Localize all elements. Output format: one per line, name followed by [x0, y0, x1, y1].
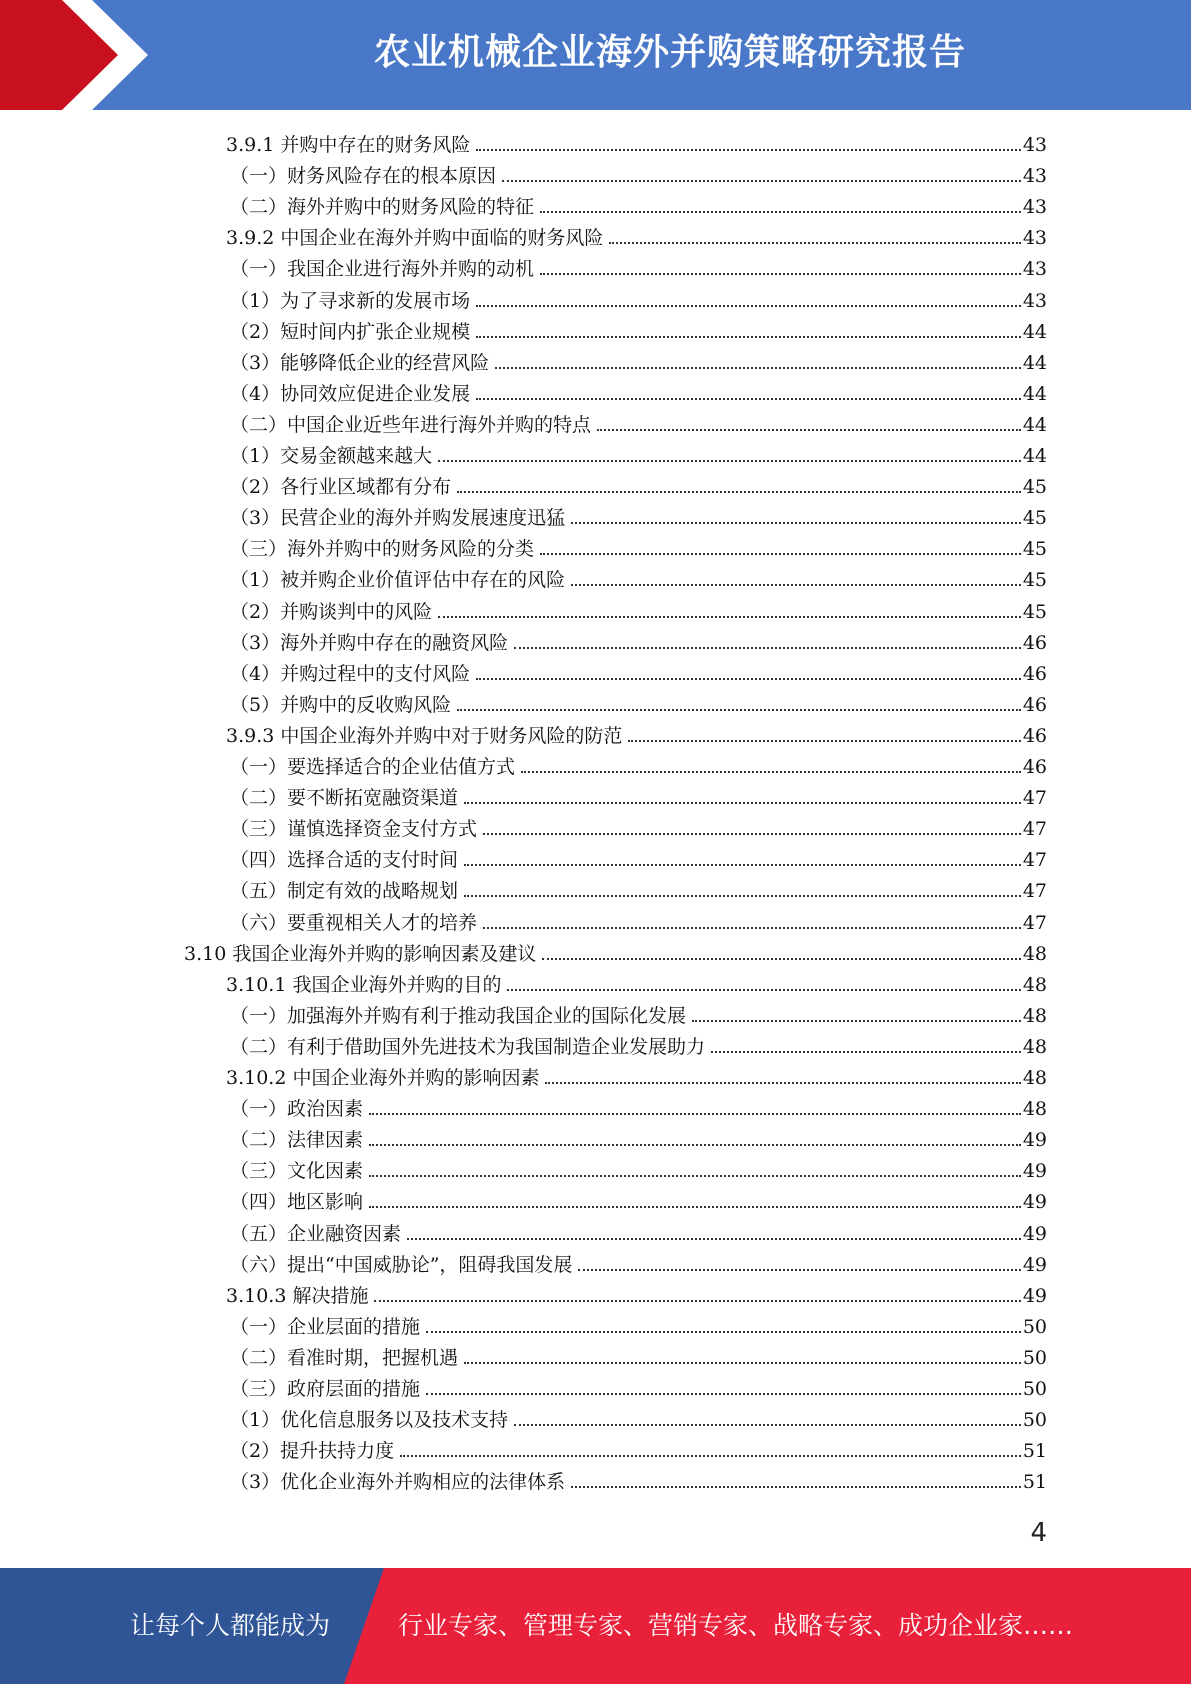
toc-entry-page: 50 — [1022, 1378, 1047, 1400]
toc-leader-dots — [711, 1029, 1021, 1053]
toc-entry-page: 48 — [1022, 1067, 1047, 1089]
toc-entry-label: （四）地区影响 — [230, 1191, 364, 1214]
toc-entry-label: （2）各行业区域都有分布 — [230, 476, 452, 499]
page-footer — [0, 1568, 1191, 1684]
toc-entry-label: 3.9.1 并购中存在的财务风险 — [226, 134, 471, 156]
toc-entry-page: 45 — [1022, 507, 1047, 530]
toc-entry[interactable] — [230, 749, 1047, 780]
toc-entry-page: 45 — [1022, 569, 1047, 592]
toc-entry-page: 46 — [1022, 662, 1047, 685]
toc-leader-dots — [426, 1371, 1021, 1395]
toc-leader-dots — [400, 1433, 1021, 1457]
toc-entry-page: 47 — [1022, 911, 1047, 934]
toc-leader-dots — [369, 1153, 1021, 1177]
toc-entry[interactable] — [230, 345, 1047, 376]
toc-leader-dots — [476, 656, 1021, 680]
toc-entry-page: 48 — [1022, 1035, 1047, 1058]
toc-entry-label: 3.9.2 中国企业在海外并购中面临的财务风险 — [226, 227, 604, 250]
toc-entry-label: （五）制定有效的战略规划 — [230, 880, 459, 903]
toc-entry-label: （二）要不断拓宽融资渠道 — [230, 787, 459, 810]
toc-entry[interactable] — [230, 1153, 1047, 1184]
toc-entry[interactable] — [230, 189, 1047, 220]
toc-leader-dots — [438, 594, 1021, 618]
toc-leader-dots — [464, 1340, 1021, 1364]
toc-leader-dots — [369, 1091, 1021, 1115]
toc-entry[interactable] — [230, 314, 1047, 345]
toc-entry[interactable] — [226, 1278, 1047, 1309]
toc-entry[interactable] — [230, 811, 1047, 842]
toc-leader-dots — [457, 687, 1021, 711]
toc-entry-page: 49 — [1022, 1129, 1047, 1152]
toc-entry-label: （2）并购谈判中的风险 — [230, 600, 433, 623]
toc-entry-label: （3）优化企业海外并购相应的法律体系 — [230, 1471, 566, 1494]
toc-entry-label: 3.10.1 我国企业海外并购的目的 — [226, 973, 502, 996]
toc-entry-label: （1）为了寻求新的发展市场 — [230, 289, 471, 312]
toc-entry-page: 47 — [1022, 787, 1047, 810]
toc-entry-page: 46 — [1022, 693, 1047, 716]
toc-entry[interactable] — [184, 936, 1047, 967]
toc-leader-dots — [426, 1309, 1021, 1333]
toc-leader-dots — [369, 1184, 1021, 1208]
toc-entry[interactable] — [230, 625, 1047, 656]
footer-slogan-right: 行业专家、管理专家、营销专家、战略专家、成功企业家…… — [398, 1611, 1074, 1640]
toc-entry[interactable] — [230, 1029, 1047, 1060]
toc-leader-dots — [540, 189, 1021, 213]
toc-leader-dots — [495, 345, 1021, 369]
toc-entry-label: （二）有利于借助国外先进技术为我国制造企业发展助力 — [230, 1035, 706, 1058]
toc-entry[interactable] — [230, 842, 1047, 873]
toc-entry-page: 44 — [1022, 351, 1047, 374]
toc-entry-label: （1）交易金额越来越大 — [230, 445, 433, 467]
toc-entry-page: 50 — [1022, 1315, 1047, 1338]
toc-entry-label: （4）并购过程中的支付风险 — [230, 662, 471, 685]
toc-entry-label: （二）海外并购中的财务风险的特征 — [230, 196, 535, 219]
toc-leader-dots — [540, 531, 1021, 555]
toc-entry[interactable] — [230, 594, 1047, 625]
toc-leader-dots — [514, 1402, 1021, 1426]
toc-entry-page: 48 — [1022, 1004, 1047, 1027]
toc-leader-dots — [609, 220, 1020, 244]
toc-entry-page: 44 — [1022, 382, 1047, 405]
toc-entry-page: 49 — [1022, 1253, 1047, 1276]
toc-entry-label: （二）法律因素 — [230, 1129, 364, 1152]
toc-entry-label: （1）优化信息服务以及技术支持 — [230, 1409, 509, 1432]
toc-leader-dots — [457, 469, 1021, 493]
toc-leader-dots — [514, 625, 1021, 649]
toc-entry[interactable] — [230, 251, 1047, 282]
toc-entry[interactable] — [230, 500, 1047, 531]
toc-entry-label: （一）我国企业进行海外并购的动机 — [230, 258, 535, 281]
toc-entry[interactable] — [230, 283, 1047, 314]
toc-entry-label: （一）要选择适合的企业估值方式 — [230, 756, 516, 778]
toc-leader-dots — [407, 1216, 1021, 1240]
toc-entry[interactable] — [226, 718, 1047, 749]
toc-leader-dots — [507, 967, 1020, 991]
toc-leader-dots — [464, 780, 1021, 804]
toc-entry-page: 45 — [1022, 538, 1047, 561]
toc-leader-dots — [545, 1060, 1020, 1084]
toc-entry[interactable] — [230, 158, 1047, 189]
toc-entry-label: （六）要重视相关人才的培养 — [230, 911, 478, 934]
toc-entry[interactable] — [230, 376, 1047, 407]
toc-entry[interactable] — [230, 1340, 1047, 1371]
page-number: 4 — [1030, 1518, 1047, 1548]
toc-leader-dots — [597, 407, 1021, 431]
toc-entry[interactable] — [230, 1402, 1047, 1433]
toc-entry[interactable] — [226, 220, 1047, 251]
toc-entry-page: 50 — [1022, 1346, 1047, 1369]
toc-entry-page: 43 — [1022, 289, 1047, 312]
toc-entry[interactable] — [230, 531, 1047, 562]
toc-entry-page: 46 — [1022, 756, 1047, 778]
toc-entry[interactable] — [230, 438, 1047, 469]
toc-leader-dots — [369, 1122, 1021, 1146]
toc-leader-dots — [483, 811, 1021, 835]
toc-entry-label: （四）选择合适的支付时间 — [230, 849, 459, 872]
toc-entry[interactable] — [226, 127, 1047, 158]
toc-entry[interactable] — [230, 1247, 1047, 1278]
toc-entry-label: 3.10 我国企业海外并购的影响因素及建议 — [184, 942, 537, 965]
toc-leader-dots — [483, 905, 1021, 929]
toc-entry-label: （二）中国企业近些年进行海外并购的特点 — [230, 413, 592, 436]
toc-entry-page: 51 — [1022, 1440, 1047, 1463]
toc-leader-dots — [542, 936, 1020, 960]
toc-leader-dots — [692, 998, 1021, 1022]
toc-entry-page: 43 — [1022, 134, 1047, 156]
toc-entry-page: 48 — [1022, 973, 1047, 996]
toc-entry[interactable] — [230, 1371, 1047, 1402]
toc-leader-dots — [571, 562, 1021, 586]
toc-leader-dots — [464, 873, 1021, 897]
toc-entry[interactable] — [230, 1122, 1047, 1153]
toc-entry-page: 44 — [1022, 413, 1047, 436]
toc-entry-page: 51 — [1022, 1471, 1047, 1494]
toc-entry-page: 43 — [1022, 165, 1047, 188]
toc-leader-dots — [502, 158, 1021, 182]
toc-entry[interactable] — [230, 1464, 1047, 1495]
toc-entry-page: 43 — [1022, 227, 1047, 250]
toc-entry[interactable] — [230, 1184, 1047, 1215]
toc-entry-label: （4）协同效应促进企业发展 — [230, 382, 471, 405]
toc-entry[interactable] — [226, 1060, 1047, 1091]
toc-leader-dots — [521, 749, 1021, 773]
toc-entry-page: 50 — [1022, 1409, 1047, 1432]
toc-entry[interactable] — [230, 780, 1047, 811]
toc-entry-label: 3.9.3 中国企业海外并购中对于财务风险的防范 — [226, 724, 623, 747]
toc-entry-label: 3.10.3 解决措施 — [226, 1284, 369, 1307]
toc-entry-page: 46 — [1022, 631, 1047, 654]
toc-entry-page: 47 — [1022, 880, 1047, 903]
toc-leader-dots — [476, 376, 1021, 400]
toc-leader-dots — [476, 283, 1021, 307]
toc-entry-label: （三）海外并购中的财务风险的分类 — [230, 538, 535, 561]
toc-leader-dots — [374, 1278, 1020, 1302]
toc-entry[interactable] — [226, 967, 1047, 998]
toc-entry[interactable] — [230, 469, 1047, 500]
toc-entry-page: 48 — [1022, 1098, 1047, 1121]
toc-entry-label: 3.10.2 中国企业海外并购的影响因素 — [226, 1067, 540, 1089]
toc-entry-page: 44 — [1022, 320, 1047, 343]
toc-entry[interactable] — [230, 1433, 1047, 1464]
toc-entry-page: 47 — [1022, 849, 1047, 872]
toc-entry-page: 49 — [1022, 1160, 1047, 1183]
toc-entry-label: （六）提出“中国威胁论”，阻碍我国发展 — [230, 1253, 573, 1276]
toc-entry[interactable] — [230, 407, 1047, 438]
toc-entry-label: （三）谨慎选择资金支付方式 — [230, 818, 478, 841]
toc-entry-page: 49 — [1022, 1284, 1047, 1307]
toc-entry-page: 45 — [1022, 476, 1047, 499]
toc-entry-label: （五）企业融资因素 — [230, 1222, 402, 1245]
toc-entry-label: （三）文化因素 — [230, 1160, 364, 1183]
toc-entry-label: （二）看准时期，把握机遇 — [230, 1346, 459, 1369]
toc-leader-dots — [540, 251, 1021, 275]
toc-entry-label: （5）并购中的反收购风险 — [230, 693, 452, 716]
toc-leader-dots — [628, 718, 1020, 742]
toc-entry[interactable] — [230, 1091, 1047, 1122]
toc-entry-label: （一）企业层面的措施 — [230, 1315, 421, 1338]
toc-entry-label: （2）短时间内扩张企业规模 — [230, 320, 471, 343]
toc-leader-dots — [476, 127, 1020, 151]
toc-entry-label: （一）财务风险存在的根本原因 — [230, 165, 497, 188]
toc-entry-page: 49 — [1022, 1222, 1047, 1245]
toc-entry-label: （2）提升扶持力度 — [230, 1440, 395, 1463]
toc-entry-label: （3）民营企业的海外并购发展速度迅猛 — [230, 507, 566, 530]
toc-entry-page: 47 — [1022, 818, 1047, 841]
toc-entry[interactable] — [230, 1216, 1047, 1247]
toc-entry-label: （1）被并购企业价值评估中存在的风险 — [230, 569, 566, 592]
toc-entry-label: （三）政府层面的措施 — [230, 1378, 421, 1400]
toc-entry-label: （3）海外并购中存在的融资风险 — [230, 631, 509, 654]
toc-entry-page: 44 — [1022, 445, 1047, 467]
toc-entry[interactable] — [230, 562, 1047, 593]
toc-leader-dots — [438, 438, 1021, 462]
toc-entry[interactable] — [230, 1309, 1047, 1340]
toc-leader-dots — [578, 1247, 1020, 1271]
page-header — [0, 0, 1191, 110]
toc-entry[interactable] — [230, 687, 1047, 718]
report-title: 农业机械企业海外并购策略研究报告 — [373, 32, 966, 73]
toc-entry-page: 43 — [1022, 196, 1047, 219]
toc-leader-dots — [476, 314, 1021, 338]
toc-entry-page: 45 — [1022, 600, 1047, 623]
toc-entry-page: 46 — [1022, 724, 1047, 747]
toc-entry[interactable] — [230, 873, 1047, 904]
toc-entry-page: 43 — [1022, 258, 1047, 281]
toc-entry-page: 48 — [1022, 942, 1047, 965]
toc-entry-label: （一）政治因素 — [230, 1098, 364, 1121]
toc-entry-label: （一）加强海外并购有利于推动我国企业的国际化发展 — [230, 1004, 687, 1027]
toc-entry[interactable] — [230, 905, 1047, 936]
toc-leader-dots — [571, 500, 1021, 524]
toc-leader-dots — [464, 842, 1021, 866]
toc-entry-page: 49 — [1022, 1191, 1047, 1214]
toc-entry[interactable] — [230, 998, 1047, 1029]
toc-leader-dots — [571, 1464, 1021, 1488]
footer-slogan-left: 让每个人都能成为 — [130, 1611, 331, 1640]
toc-entry[interactable] — [230, 656, 1047, 687]
toc-entry-label: （3）能够降低企业的经营风险 — [230, 351, 490, 374]
